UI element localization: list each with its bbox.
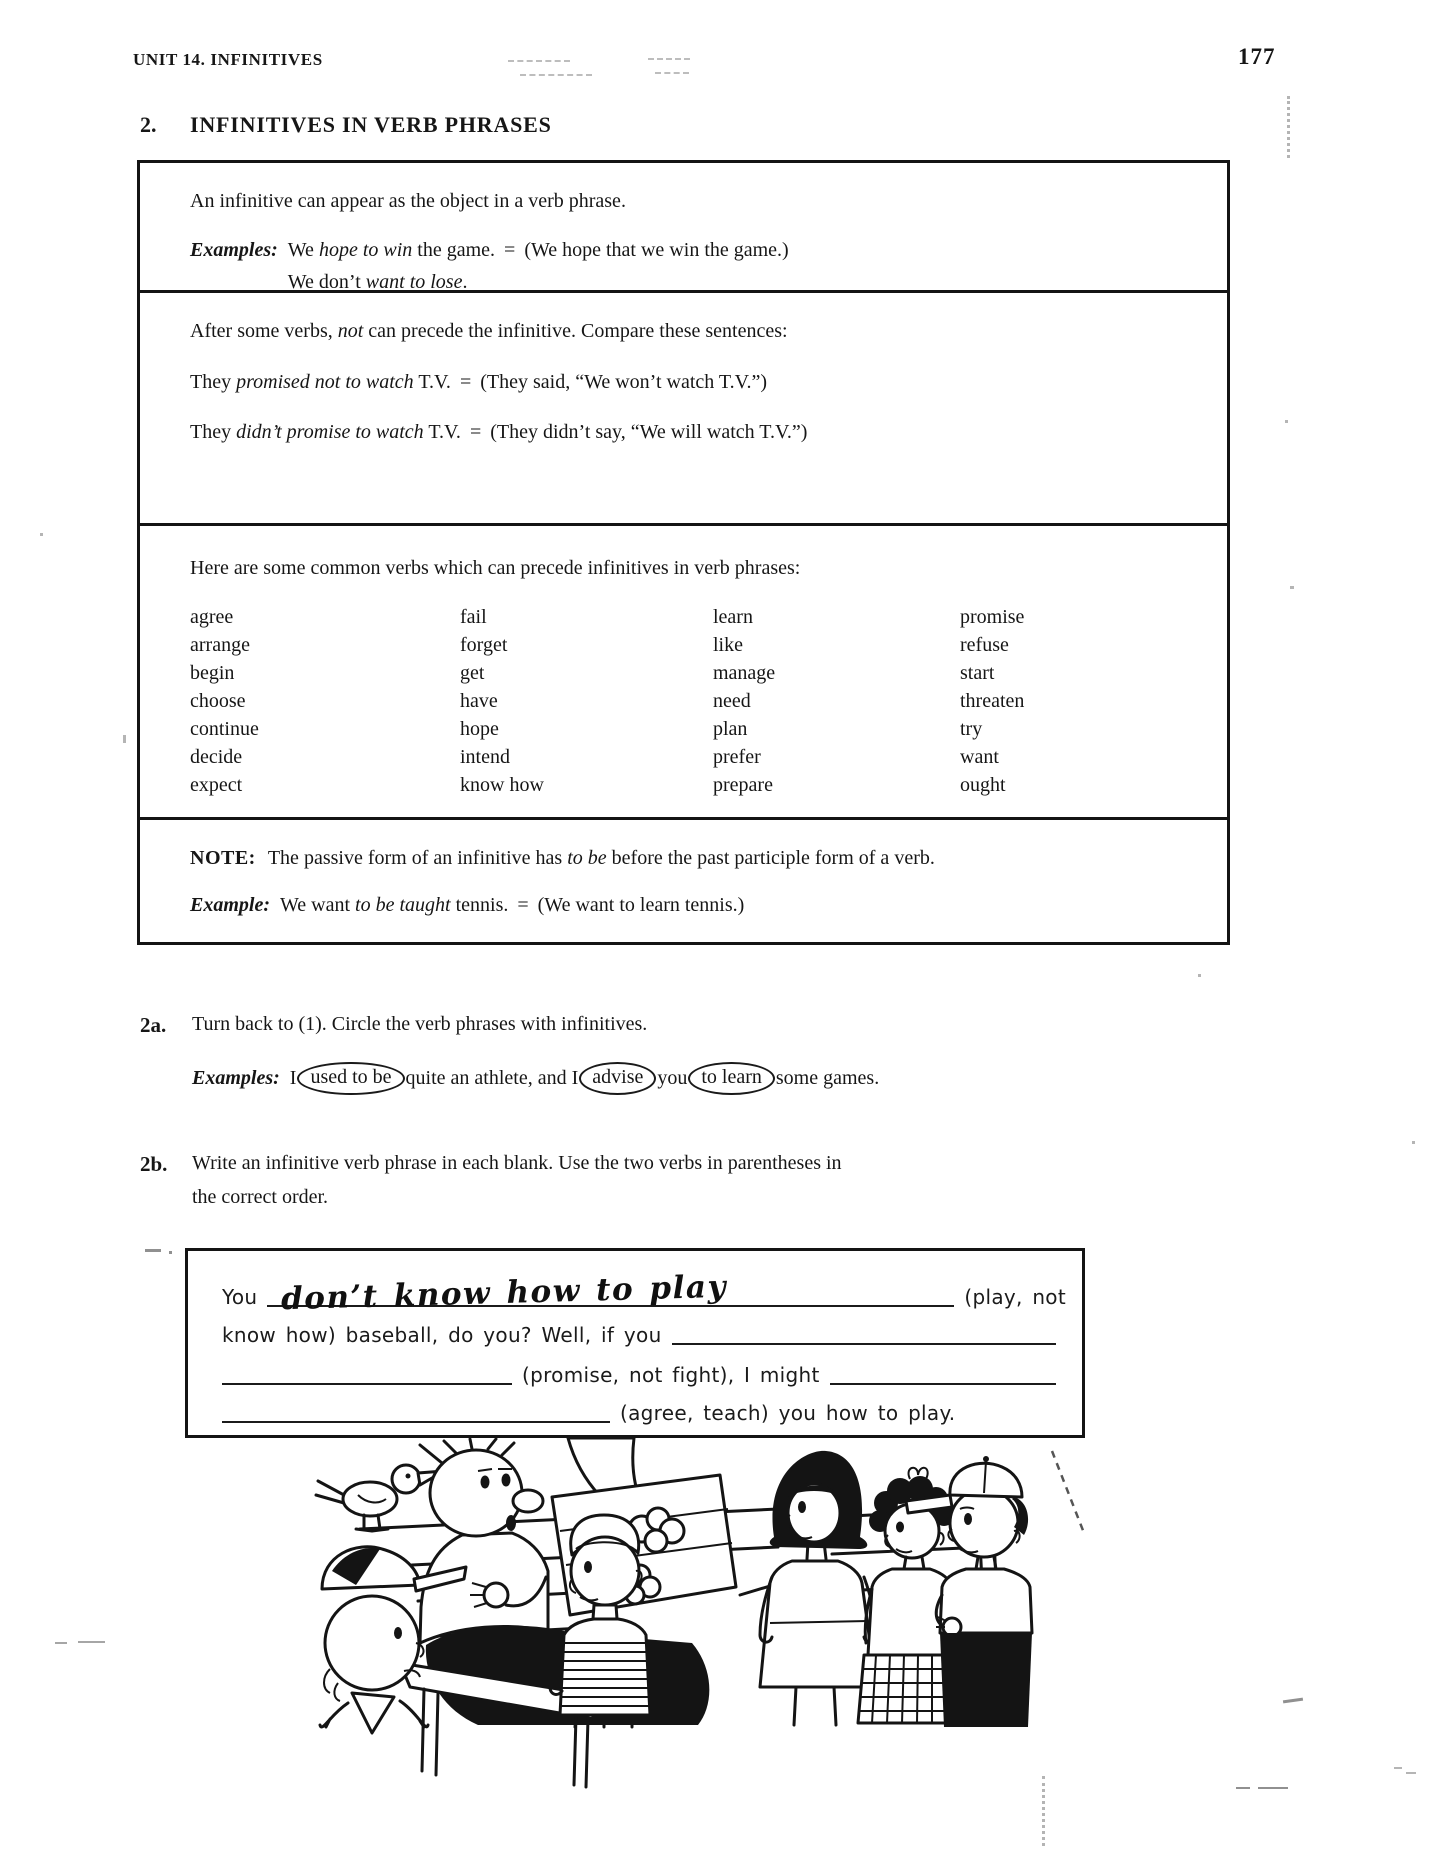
example-italic: didn’t promise to watch xyxy=(236,421,424,443)
example-italic: to be taught xyxy=(355,894,451,916)
note-label: NOTE: xyxy=(190,847,256,869)
examples-row xyxy=(190,893,1199,918)
example-text: We don’t xyxy=(287,271,366,293)
verb: have xyxy=(460,690,498,712)
example-paraphrase: (They said, “We won’t watch T.V.”) xyxy=(480,371,768,393)
scan-artifact xyxy=(1412,1141,1415,1144)
example-text: tennis. xyxy=(450,894,509,916)
example-text: some games. xyxy=(775,1067,880,1089)
scan-artifact xyxy=(1287,96,1290,158)
handwritten-answer: don’t know how to play xyxy=(280,1268,728,1318)
scan-artifact xyxy=(145,1249,161,1252)
circled-verb-phrase: to learn xyxy=(688,1062,775,1095)
running-header: UNIT 14. INFINITIVES xyxy=(133,50,323,69)
rule-text xyxy=(190,163,1199,214)
verb: start xyxy=(960,662,995,684)
note-text: The passive form of an infinitive has xyxy=(267,847,568,869)
verb: forget xyxy=(460,634,508,656)
verb: arrange xyxy=(190,634,250,656)
scan-artifact xyxy=(648,58,690,60)
verb: learn xyxy=(713,606,753,628)
example-text: the game. xyxy=(412,239,496,261)
verb: get xyxy=(460,662,485,684)
scan-artifact xyxy=(1198,974,1201,977)
example-text: We want xyxy=(280,894,356,916)
scan-artifact xyxy=(1258,1787,1288,1789)
example-italic: hope to win xyxy=(318,239,413,261)
scan-artifact xyxy=(169,1251,172,1254)
example-label: Example: xyxy=(190,894,270,916)
answer-blank-1 xyxy=(267,1268,954,1318)
verb-column xyxy=(190,603,460,799)
rule-text xyxy=(190,526,1199,581)
example-lines xyxy=(288,238,789,295)
scan-artifact xyxy=(40,533,43,536)
bubble-line-2 xyxy=(222,1321,1066,1347)
bubble-line-3 xyxy=(222,1361,1066,1387)
verb-column xyxy=(960,603,1199,799)
verb: manage xyxy=(713,662,776,684)
examples-label: Examples: xyxy=(190,239,278,261)
example-text: T.V. xyxy=(423,421,461,443)
example-italic: promised not to watch xyxy=(236,371,414,393)
rule-sentence: Here are some common verbs which can precede infinitives in verb phrases: xyxy=(190,557,801,579)
rule-passive-note xyxy=(140,817,1227,939)
equals-sign: = xyxy=(517,894,529,916)
scan-artifact xyxy=(123,735,126,743)
bubble-text: (agree, teach) you how to play. xyxy=(620,1401,956,1425)
exercise-2a-example xyxy=(192,1062,879,1095)
examples-row xyxy=(190,238,1199,295)
exercise-2a-instruction: Turn back to (1). Circle the verb phrases with infinitives. xyxy=(192,1013,648,1035)
note-text: before the past participle form of a verb. xyxy=(606,847,935,869)
verb: plan xyxy=(713,718,748,740)
verb: agree xyxy=(190,606,234,628)
verb: begin xyxy=(190,662,235,684)
verb: know how xyxy=(460,774,544,796)
scan-artifact xyxy=(1285,420,1288,423)
example-paraphrase: (They didn’t say, “We will watch T.V.”) xyxy=(490,421,808,443)
scan-artifact xyxy=(655,72,689,74)
scan-artifact xyxy=(1236,1787,1250,1789)
verb: need xyxy=(713,690,751,712)
note-line xyxy=(190,820,1199,871)
verb: hope xyxy=(460,718,499,740)
exercise-2b-number: 2b. xyxy=(140,1152,168,1176)
equals-sign: = xyxy=(504,239,516,261)
rule-sentence: After some verbs, xyxy=(190,320,338,342)
bubble-line-4 xyxy=(222,1399,1066,1425)
speech-bubble-box xyxy=(185,1248,1085,1438)
answer-blank-5 xyxy=(222,1415,610,1423)
section-title: INFINITIVES IN VERB PHRASES xyxy=(190,112,552,137)
verb: prefer xyxy=(713,746,761,768)
bird xyxy=(316,1465,444,1531)
verb: ought xyxy=(960,774,1006,796)
example-text: I xyxy=(289,1067,297,1089)
example-text: you xyxy=(657,1067,688,1089)
example-text: They xyxy=(190,371,237,393)
rule-text xyxy=(190,293,1199,344)
circled-verb-phrase: used to be xyxy=(297,1062,404,1095)
verb: expect xyxy=(190,774,243,796)
example-text: They xyxy=(190,421,237,443)
example-line xyxy=(288,270,789,295)
bubble-text: know how) baseball, do you? Well, if you xyxy=(222,1323,662,1347)
scan-artifact xyxy=(1283,1698,1303,1704)
rule-not-precedes-infinitive xyxy=(140,290,1227,523)
rule-italic: not xyxy=(337,320,364,342)
scan-artifact xyxy=(1042,1776,1045,1846)
scan-artifact xyxy=(1394,1767,1402,1769)
rule-common-verbs xyxy=(140,523,1227,817)
verb: threaten xyxy=(960,690,1025,712)
example-line xyxy=(288,238,789,263)
answer-blank-4 xyxy=(830,1377,1056,1385)
verb: decide xyxy=(190,746,243,768)
example-text: . xyxy=(462,271,468,293)
verb: like xyxy=(713,634,743,656)
scan-artifact xyxy=(508,60,570,62)
bubble-line-1 xyxy=(222,1265,1066,1318)
bubble-text: (promise, not fight), I might xyxy=(522,1363,820,1387)
example-text: quite an athlete, and I xyxy=(405,1067,579,1089)
verb: refuse xyxy=(960,634,1009,656)
verb: try xyxy=(960,718,983,740)
section-number: 2. xyxy=(140,112,157,137)
example-text: T.V. xyxy=(413,371,451,393)
verb-column xyxy=(460,603,713,799)
example-paraphrase: (We hope that we win the game.) xyxy=(524,239,789,261)
verb-column xyxy=(713,603,960,799)
example-paraphrase: (We want to learn tennis.) xyxy=(537,894,745,916)
verb: fail xyxy=(460,606,487,628)
answer-blank-3 xyxy=(222,1377,512,1385)
rule-sentence: An infinitive can appear as the object in a verb phrase. xyxy=(190,190,626,212)
exercise-2b-instruction-line2: the correct order. xyxy=(192,1186,329,1208)
equals-sign: = xyxy=(469,421,482,443)
example-text: We xyxy=(287,239,319,261)
compare-sentence xyxy=(190,420,1199,445)
scan-artifact xyxy=(520,74,592,76)
exercise-2b-instruction-line1: Write an infinitive verb phrase in each blank. Use the two verbs in parentheses in xyxy=(192,1152,842,1174)
cartoon-illustration xyxy=(180,1437,1260,1870)
example-italic: want to lose xyxy=(365,271,463,293)
note-italic: to be xyxy=(567,847,607,869)
answer-blank-2 xyxy=(672,1337,1056,1345)
verb: intend xyxy=(460,746,510,768)
exercise-2a-number: 2a. xyxy=(140,1013,167,1037)
scan-artifact xyxy=(1406,1772,1416,1774)
equals-sign: = xyxy=(459,371,472,393)
verb-table xyxy=(190,603,1199,799)
bubble-text: You xyxy=(222,1285,258,1309)
grammar-rules-box xyxy=(137,160,1230,945)
rule-infinitive-as-object xyxy=(140,163,1227,293)
page-number: 177 xyxy=(1238,44,1276,69)
verb: promise xyxy=(960,606,1025,628)
compare-sentence xyxy=(190,370,1199,395)
verb: continue xyxy=(190,718,259,740)
bubble-text: (play, not xyxy=(964,1285,1066,1309)
tall-girl xyxy=(760,1451,876,1725)
scan-artifact xyxy=(78,1641,105,1643)
scan-artifact xyxy=(1052,1451,1084,1533)
verb: prepare xyxy=(713,774,773,796)
verb: choose xyxy=(190,690,246,712)
scan-artifact xyxy=(55,1642,67,1644)
scan-artifact xyxy=(1290,586,1294,589)
verb: want xyxy=(960,746,999,768)
rule-sentence: can precede the infinitive. Compare these sentences: xyxy=(363,320,788,342)
examples-label: Examples: xyxy=(192,1067,280,1089)
example-line xyxy=(280,893,744,918)
circled-verb-phrase: advise xyxy=(579,1062,656,1095)
